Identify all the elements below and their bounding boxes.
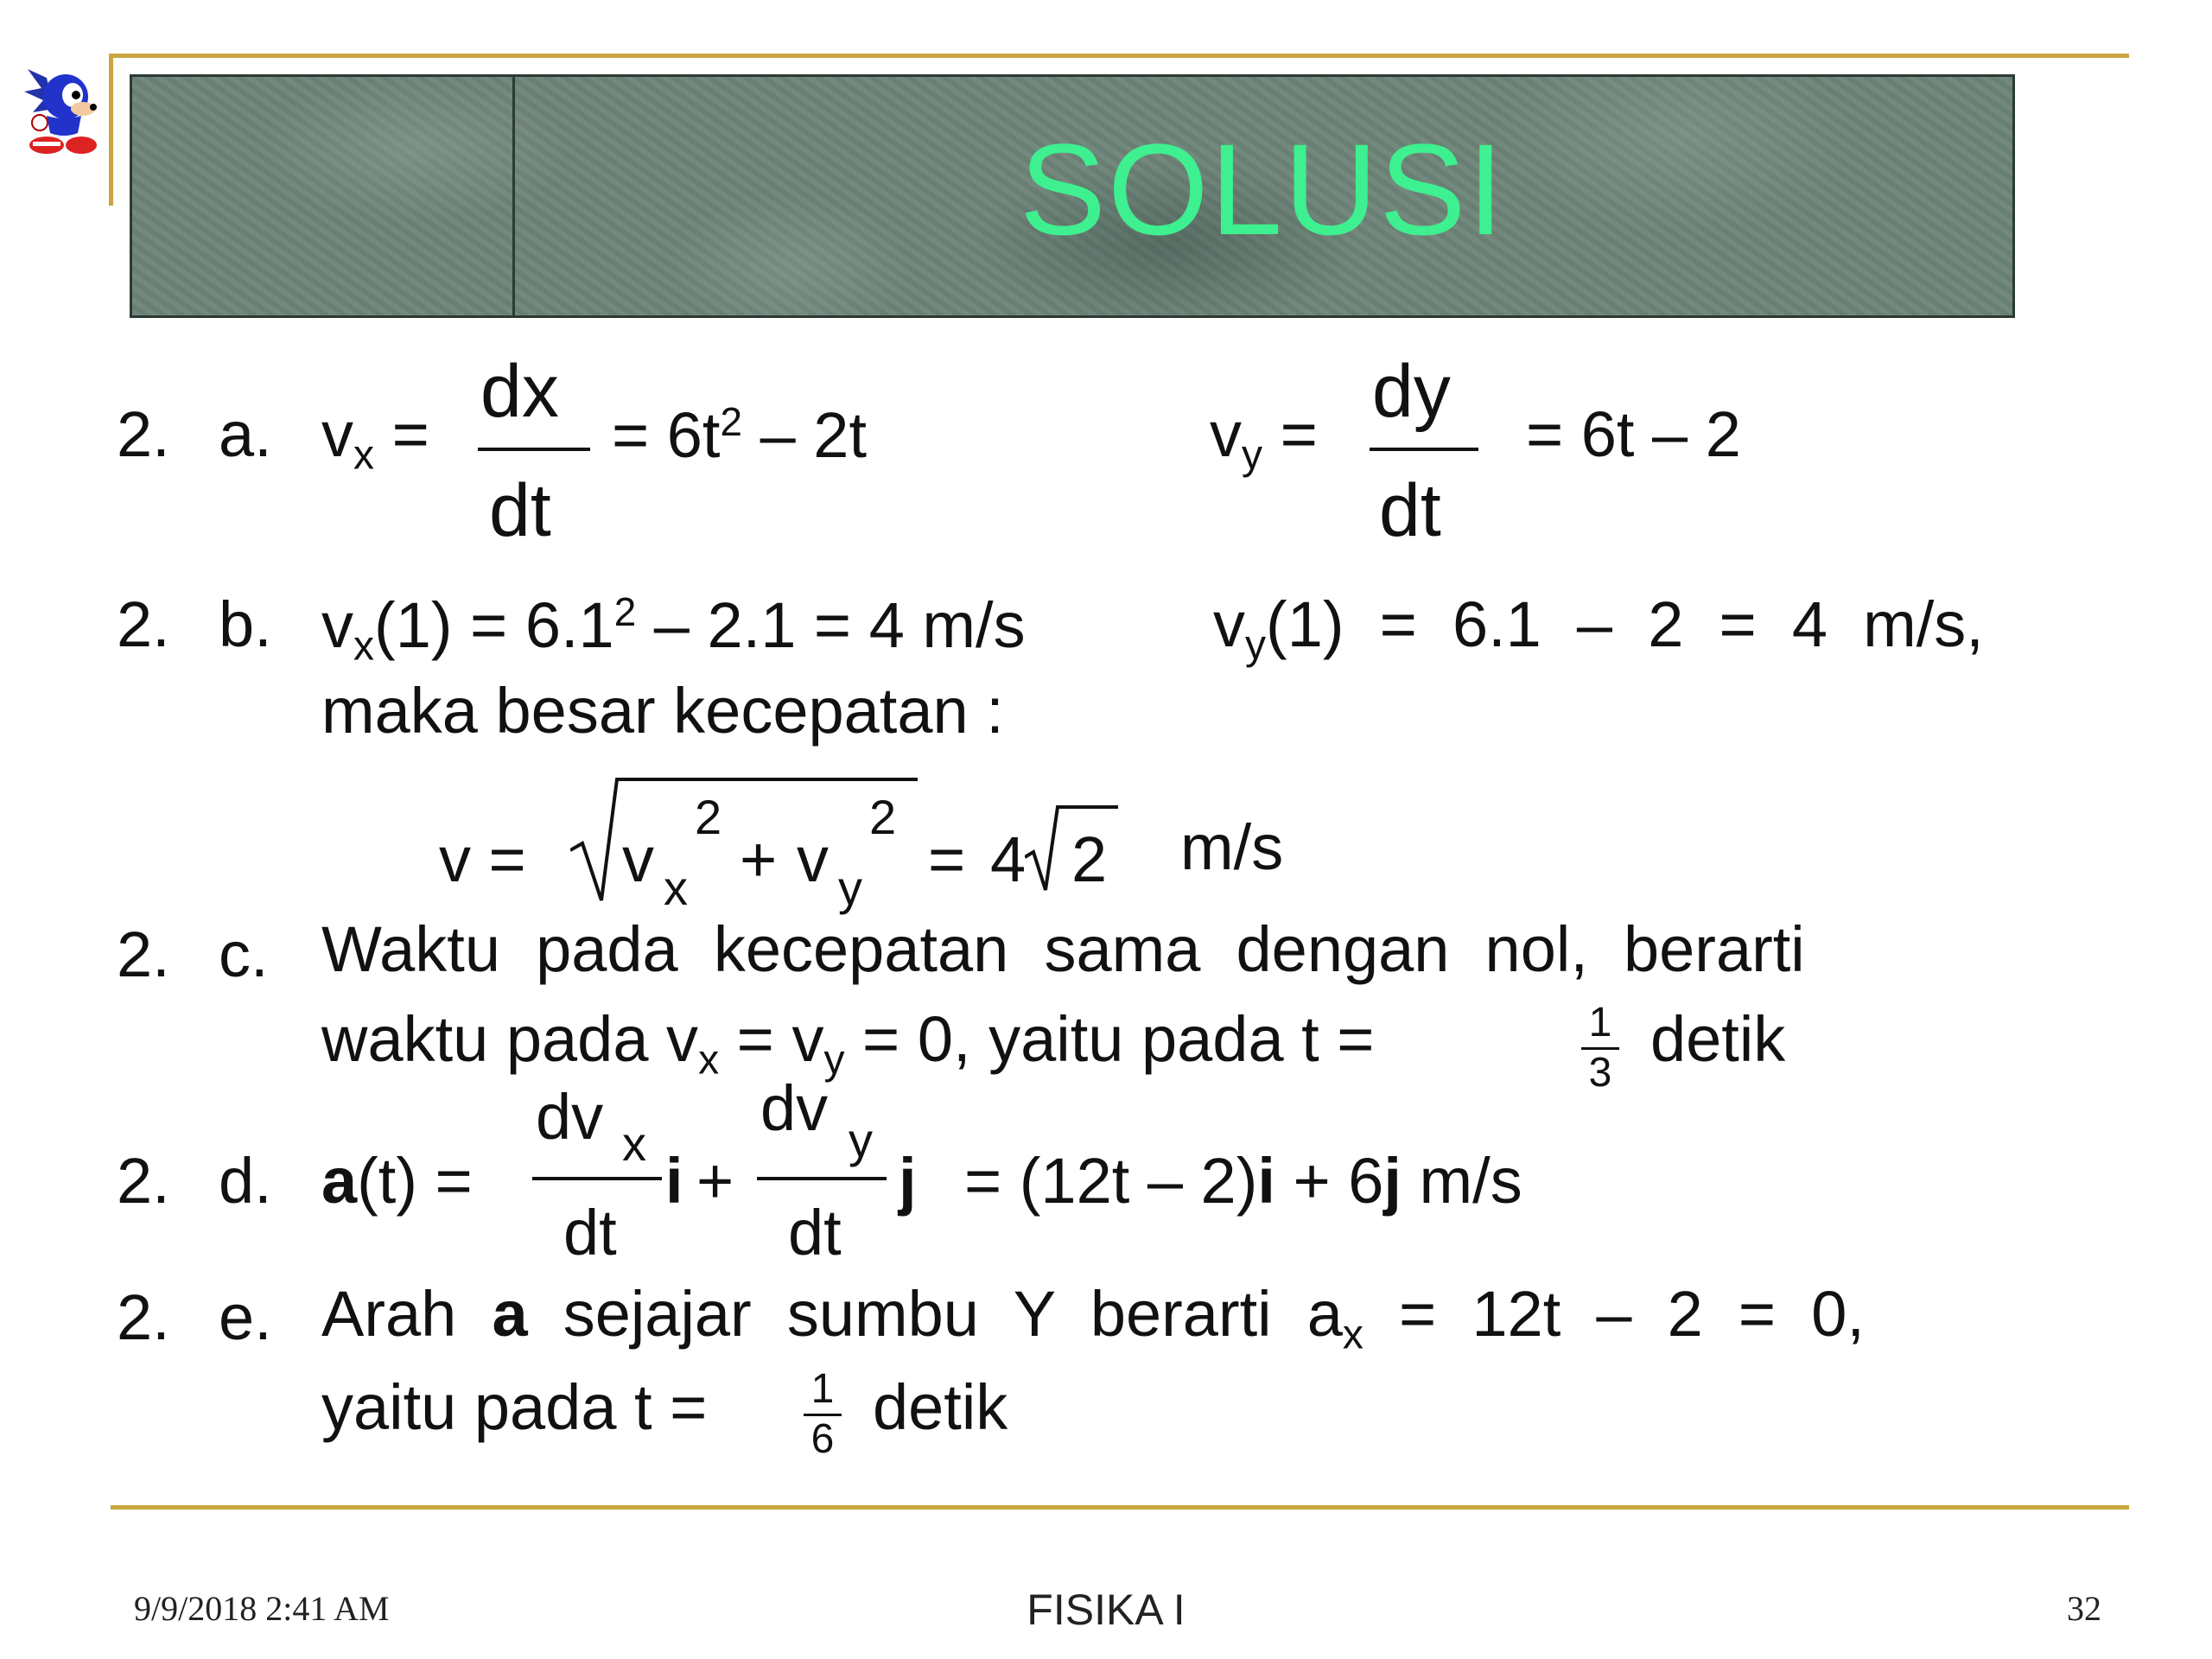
direction-line-1: Arah a sejajar sumbu Y berarti $a_x = 12t - 2 = 0$,	[321, 1278, 1865, 1358]
acceleration-lhs: a(t) =	[321, 1145, 473, 1217]
frac-numerator: 1	[810, 1366, 835, 1412]
rhs-equals: =	[928, 823, 966, 895]
vx-result: = $6t^2 - 2t$	[612, 399, 868, 472]
speed-unit: m/s	[1180, 811, 1284, 883]
frac-numerator: dy	[1372, 350, 1451, 433]
item-letter: a.	[219, 398, 272, 470]
radicand-plus: +	[740, 823, 778, 895]
item-number: 2.	[117, 1145, 170, 1217]
item-letter: c.	[219, 918, 269, 990]
radicand-vy: v	[797, 823, 829, 895]
radicand-vx-sup: 2	[695, 790, 722, 844]
frac-denominator: 3	[1588, 1050, 1612, 1096]
item-number: 2.	[117, 588, 170, 660]
zero-velocity-line-1: Waktu pada kecepatan sama dengan nol, berarti	[321, 913, 1805, 985]
frac-numerator: dv	[760, 1072, 829, 1144]
unit-vector-j: j	[899, 1145, 917, 1217]
acceleration-result: = (12t – 2)i + 6j m/s	[964, 1145, 1522, 1217]
frac-numerator: dx	[480, 350, 559, 433]
zero-velocity-line-2: waktu pada $v_x = v_y = 0$, yaitu pada t =	[321, 1003, 1375, 1084]
frac-numerator: 1	[1588, 1000, 1612, 1046]
item-letter: d.	[219, 1145, 272, 1217]
vx-expression: $v_x$ =	[321, 398, 429, 479]
speed-intro: maka besar kecepatan :	[321, 675, 1004, 747]
unit-vector-i: i	[665, 1145, 683, 1217]
hedgehog-logo-icon	[21, 60, 104, 157]
item-number: 2.	[117, 918, 170, 990]
plus-sign: +	[696, 1145, 734, 1217]
vy-at-1: $v_y(1) = 6.1 - 2 = 4$ m/s,	[1213, 588, 1984, 669]
frac-denominator: dt	[1379, 469, 1441, 552]
fraction-bar	[532, 1177, 662, 1180]
frac-denominator: 6	[810, 1416, 835, 1462]
footer-course: FISIKA I	[1027, 1586, 1185, 1634]
left-rule	[109, 54, 113, 206]
fraction-bar	[1370, 448, 1478, 451]
item-number: 2.	[117, 1281, 170, 1353]
bottom-rule	[111, 1505, 2129, 1510]
footer-date: 9/9/2018 2:41 AM	[134, 1589, 390, 1628]
vy-result: = 6t – 2	[1526, 398, 1741, 470]
frac-numerator-sub: y	[849, 1113, 873, 1167]
item-letter: b.	[219, 588, 272, 660]
rhs-coefficient: 4	[990, 823, 1027, 895]
frac-numerator-sub: x	[622, 1116, 646, 1171]
vy-expression: $v_y$ =	[1210, 398, 1318, 479]
slide-title: SOLUSI	[1019, 117, 1506, 262]
fraction-bar	[757, 1177, 887, 1180]
speed-lhs: v =	[439, 823, 526, 895]
time-unit: detik	[1650, 1003, 1786, 1075]
title-banner	[130, 74, 2015, 318]
vx-at-1: $v_x(1) = 6.1^2 - 2.1 = 4$ m/s	[321, 589, 1026, 670]
top-rule	[111, 54, 2129, 58]
direction-line-2: yaitu pada t =	[321, 1371, 708, 1443]
frac-denominator: dt	[489, 469, 551, 552]
radicand-vy-sub: y	[838, 861, 862, 915]
rhs-radicand: 2	[1071, 823, 1108, 895]
frac-denominator: dt	[788, 1197, 842, 1268]
time-unit: detik	[873, 1371, 1008, 1443]
item-letter: e.	[219, 1281, 272, 1353]
item-number: 2.	[117, 398, 170, 470]
frac-numerator: dv	[536, 1081, 604, 1153]
page-number: 32	[2067, 1589, 2101, 1628]
radicand-vx: v	[622, 823, 654, 895]
radicand-vx-sub: x	[664, 861, 688, 915]
radicand-vy-sup: 2	[869, 790, 897, 844]
frac-denominator: dt	[563, 1197, 617, 1268]
fraction-bar	[478, 448, 590, 451]
